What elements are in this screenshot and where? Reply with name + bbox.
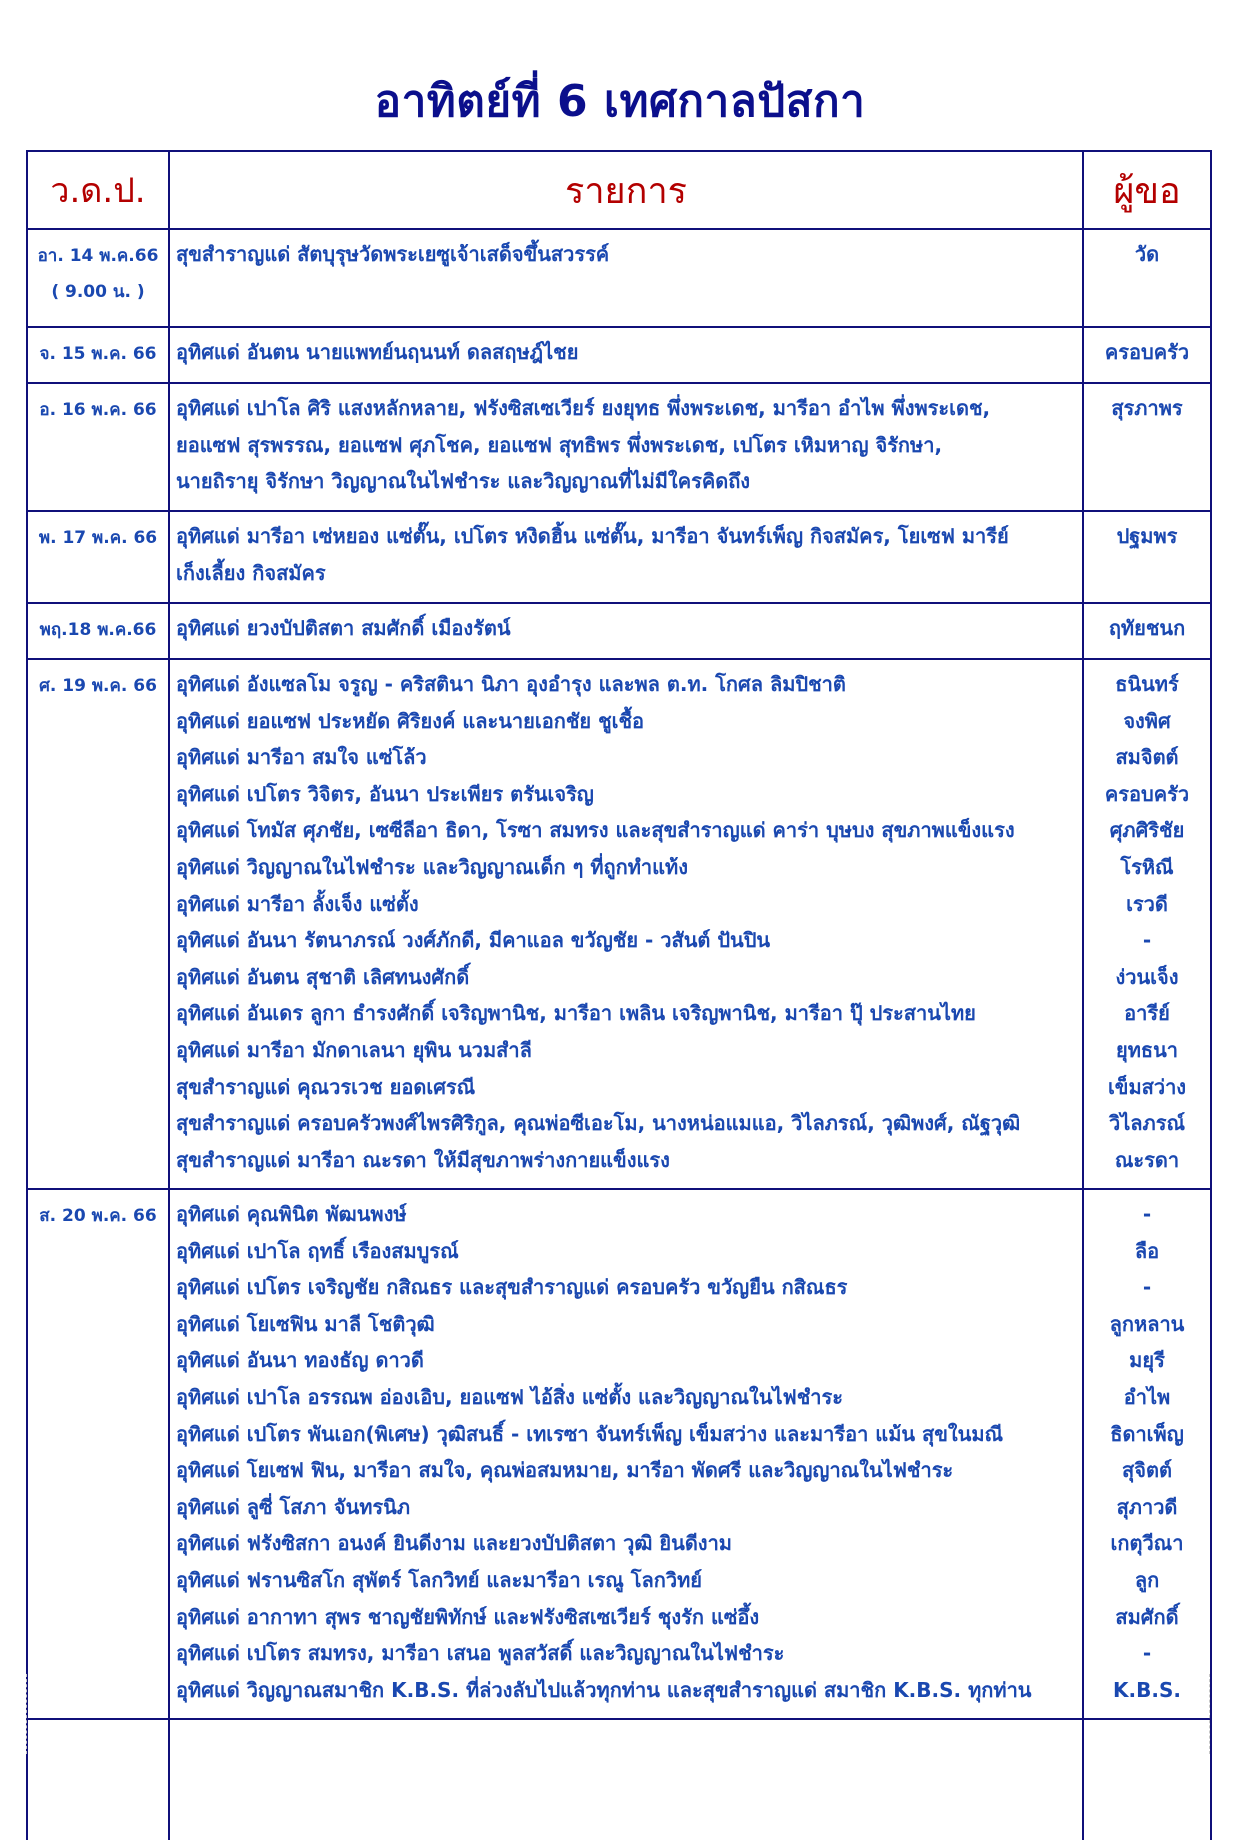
intention-line: อุทิศแด่ โทมัส ศุภชัย, เซซีลีอา ธิดา, โรซา สมทรง และสุขสำราญแด่ คาร่า บุษบง สุขภาพแข็งแรง: [176, 818, 1015, 843]
intentions-cell: [169, 383, 1083, 511]
date-text: จ. 15 พ.ค. 66: [39, 344, 157, 364]
date-cell: [27, 1189, 169, 1719]
intention-line: อุทิศแด่ เปโตร สมทรง, มารีอา เสนอ พูลสวัสดิ์ และวิญญาณในไฟชำระ: [176, 1641, 785, 1666]
intention-line: อุทิศแด่ เปาโล ฤทธิ์ เรืองสมบูรณ์: [176, 1238, 459, 1263]
requester-cell: [1083, 229, 1211, 327]
date-cell: [27, 229, 169, 327]
intention-line: อุทิศแด่ มารีอา สมใจ แซ่โล้ว: [176, 745, 427, 770]
table-row: [27, 511, 1211, 603]
date-text: อ. 16 พ.ค. 66: [39, 400, 157, 420]
mass-intentions-table: [26, 150, 1212, 1840]
requester-name: อำไพ: [1123, 1384, 1171, 1409]
requester-name: จงพิศ: [1123, 708, 1171, 733]
intention-line: อุทิศแด่ อันนา ทองธัญ ดาวดี: [176, 1348, 424, 1373]
header-requester: ผู้ขอ: [1083, 151, 1211, 229]
intention-line: อุทิศแด่ เปาโล อรรณพ อ่องเอิบ, ยอแซฟ ไอ้สิ่ง แซ่ตั้ง และวิญญาณในไฟชำระ: [176, 1384, 843, 1409]
requester-name: -: [1142, 928, 1152, 953]
table-row: [27, 603, 1211, 659]
intentions-cell: [169, 603, 1083, 659]
requester-name: -: [1142, 1275, 1152, 1300]
intention-line: อุทิศแด่ อากาทา สุพร ชาญชัยพิทักษ์ และฟรังซิสเซเวียร์ ชุงรัก แซ่อึ้ง: [176, 1604, 760, 1629]
intention-line: สุขสำราญแด่ สัตบุรุษวัดพระเยซูเจ้าเสด็จขึ้นสวรรค์: [176, 242, 610, 266]
requester-name: ลูก: [1134, 1567, 1160, 1592]
date-cell: [27, 603, 169, 659]
intentions-cell: [169, 511, 1083, 603]
table-header-row: [27, 151, 1211, 229]
intention-line: อุทิศแด่ ยอแซฟ ประหยัด ศิริยงค์ และนายเอกชัย ชูเชื้อ: [176, 708, 645, 733]
intention-line: อุทิศแด่ อังแซลโม จรูญ - คริสตินา นิภา อุงอำรุง และพล ต.ท. โกศล ลิมปิชาติ: [176, 672, 846, 696]
table-row: [27, 659, 1211, 1189]
intentions-cell: [169, 659, 1083, 1189]
intention-line: นายถิรายุ จิรักษา วิญญาณในไฟชำระ และวิญญาณที่ไม่มีใครคิดถึง: [176, 469, 751, 494]
intention-line: อุทิศแด่ อันนา รัตนาภรณ์ วงศ์ภักดี, มีคาแอล ขวัญชัย - วสันต์ ปันปิน: [176, 928, 771, 953]
requester-name: สุรภาพร: [1111, 396, 1183, 420]
requester-name: มยุรี: [1129, 1348, 1165, 1373]
empty-table-row: [27, 1719, 1211, 1840]
requester-name: ลือ: [1134, 1238, 1160, 1263]
requester-name: ณะรดา: [1114, 1147, 1180, 1172]
requester-name: สุจิตต์: [1122, 1458, 1172, 1483]
date-text: ส. 20 พ.ค. 66: [39, 1206, 157, 1226]
requester-cell: [1083, 383, 1211, 511]
requester-name: โรหิณี: [1120, 854, 1174, 879]
requester-name: ครอบครัว: [1104, 340, 1190, 364]
requester-cell: [1083, 603, 1211, 659]
table-row: [27, 383, 1211, 511]
intention-line: อุทิศแด่ ลูซี่ โสภา จันทรนิภ: [176, 1494, 411, 1519]
requester-name: ศุภศิริชัย: [1109, 818, 1185, 843]
empty-cell: [27, 1719, 169, 1840]
time-text: ( 9.00 น. ): [51, 282, 145, 302]
requester-name: -: [1142, 1202, 1152, 1226]
date-text: พ. 17 พ.ค. 66: [38, 528, 158, 548]
table-row: [27, 1189, 1211, 1719]
page-margin-guide-left: [26, 1674, 27, 1754]
intention-line: อุทิศแด่ ฟรังซิสกา อนงค์ ยินดีงาม และยวงบัปติสตา วุฒิ ยินดีงาม: [176, 1531, 732, 1556]
date-text: ศ. 19 พ.ค. 66: [39, 676, 157, 696]
intention-line: อุทิศแด่ เปโตร พันเอก(พิเศษ) วุฒิสนธิ์ - เทเรซา จันทร์เพ็ญ เข็มสว่าง และมารีอา แม้น สุขในมณี: [176, 1421, 1004, 1446]
requester-name: สมศักดิ์: [1115, 1604, 1179, 1629]
requester-cell: [1083, 327, 1211, 383]
requester-cell: [1083, 659, 1211, 1189]
date-cell: [27, 327, 169, 383]
intention-line: อุทิศแด่ วิญญาณสมาชิก K.B.S. ที่ล่วงลับไปแล้วทุกท่าน และสุขสำราญแด่ สมาชิก K.B.S. ทุกท่าน: [176, 1677, 1032, 1702]
empty-cell: [169, 1719, 1083, 1840]
page-title: อาทิตย์ที่ 6 เทศกาลปัสกา: [374, 76, 866, 127]
date-text: อา. 14 พ.ค.66: [37, 246, 159, 266]
intention-line: อุทิศแด่ ยวงบัปติสตา สมศักดิ์ เมืองรัตน์: [176, 616, 511, 640]
table-row: [27, 327, 1211, 383]
date-cell: [27, 383, 169, 511]
intention-line: อุทิศแด่ มารีอา เซ่หยอง แซ่ตั๊น, เปโตร หงิดฮิ้น แซ่ตั๊น, มารีอา จันทร์เพ็ญ กิจสมัคร, โยเซฟ มารีย์: [176, 524, 1009, 548]
requester-name: เข็มสว่าง: [1107, 1074, 1187, 1099]
intention-line: อุทิศแด่ อันตน สุชาติ เลิศทนงศักดิ์: [176, 964, 470, 989]
requester-name: เกตุวีณา: [1110, 1531, 1184, 1556]
intention-line: สุขสำราญแด่ มารีอา ณะรดา ให้มีสุขภาพร่างกายแข็งแรง: [176, 1147, 670, 1172]
requester-name: ลูกหลาน: [1109, 1311, 1185, 1336]
requester-name: ครอบครัว: [1104, 781, 1190, 806]
intentions-cell: [169, 229, 1083, 327]
intention-line: อุทิศแด่ โยเซฟ ฟิน, มารีอา สมใจ, คุณพ่อสมหมาย, มารีอา พัดศรี และวิญญาณในไฟชำระ: [176, 1458, 954, 1483]
requester-name: K.B.S.: [1113, 1677, 1181, 1702]
requester-name: ยุทธนา: [1115, 1037, 1178, 1062]
intention-line: เก็งเลี้ยง กิจสมัคร: [176, 560, 326, 585]
intention-line: อุทิศแด่ วิญญาณในไฟชำระ และวิญญาณเด็ก ๆ ที่ถูกทำแท้ง: [176, 854, 688, 879]
intention-line: อุทิศแด่ คุณพินิต พัฒนพงษ์: [176, 1202, 407, 1226]
requester-name: วิไลภรณ์: [1108, 1111, 1186, 1136]
intention-line: อุทิศแด่ อันตน นายแพทย์นฤนนท์ ดลสฤษฎ์ไชย: [176, 340, 579, 364]
header-items: รายการ: [169, 151, 1083, 229]
requester-name: เรวดี: [1126, 891, 1168, 916]
intention-line: อุทิศแด่ เปาโล ศิริ แสงหลักหลาย, ฟรังซิสเซเวียร์ ยงยุทธ พึ่งพระเดช, มารีอา อำไพ พึ่งพระเดช,: [176, 396, 991, 420]
requester-name: วัด: [1134, 242, 1160, 266]
date-cell: [27, 511, 169, 603]
date-cell: [27, 659, 169, 1189]
requester-name: สมจิตต์: [1115, 745, 1179, 770]
intentions-cell: [169, 327, 1083, 383]
intention-line: สุขสำราญแด่ ครอบครัวพงศ์ไพรศิริกูล, คุณพ่อซีเอะโม, นางหน่อแมแอ, วิไลภรณ์, วุฒิพงศ์, ณัฐวุฒิ: [176, 1111, 1021, 1136]
requester-name: ปฐมพร: [1116, 524, 1178, 548]
header-date: ว.ด.ป.: [27, 151, 169, 229]
intentions-cell: [169, 1189, 1083, 1719]
requester-name: สุภาวดี: [1116, 1494, 1178, 1519]
requester-name: ธิดาเพ็ญ: [1110, 1421, 1184, 1446]
intention-line: อุทิศแด่ ฟรานซิสโก สุพัตร์ โลกวิทย์ และมารีอา เรณู โลกวิทย์: [176, 1567, 703, 1592]
requester-cell: [1083, 511, 1211, 603]
intention-line: อุทิศแด่ มารีอา มักดาเลนา ยุพิน นวมสำลี: [176, 1037, 532, 1062]
intention-line: อุทิศแด่ เปโตร เจริญชัย กสิณธร และสุขสำราญแด่ ครอบครัว ขวัญยืน กสิณธร: [176, 1275, 848, 1300]
requester-name: อารีย์: [1124, 1001, 1170, 1026]
requester-name: ง่วนเจ็ง: [1115, 964, 1179, 989]
intention-line: อุทิศแด่ อันเดร ลูกา ธำรงศักดิ์ เจริญพานิช, มารีอา เพลิน เจริญพานิช, มารีอา ปุ๊ ประสานไทย: [176, 1001, 976, 1026]
requester-name: -: [1142, 1641, 1152, 1666]
intention-line: ยอแซฟ สุรพรรณ, ยอแซฟ ศุภโชค, ยอแซฟ สุทธิพร พึ่งพระเดช, เปโตร เหิมหาญ จิรักษา,: [176, 432, 943, 457]
date-text: พฤ.18 พ.ค.66: [39, 620, 157, 640]
requester-cell: [1083, 1189, 1211, 1719]
table-row: [27, 229, 1211, 327]
requester-name: ฤทัยชนก: [1108, 616, 1186, 640]
intention-line: อุทิศแด่ เปโตร วิจิตร, อันนา ประเพียร ตรันเจริญ: [176, 781, 594, 806]
requester-name: ธนินทร์: [1115, 672, 1179, 696]
intention-line: อุทิศแด่ โยเซฟิน มาลี โชติวุฒิ: [176, 1311, 435, 1336]
page-margin-guide-right: [1209, 1674, 1210, 1754]
intention-line: สุขสำราญแด่ คุณวรเวช ยอดเศรณี: [176, 1074, 476, 1099]
intention-line: อุทิศแด่ มารีอา ลั้งเจ็ง แซ่ตั้ง: [176, 891, 419, 916]
empty-cell: [1083, 1719, 1211, 1840]
